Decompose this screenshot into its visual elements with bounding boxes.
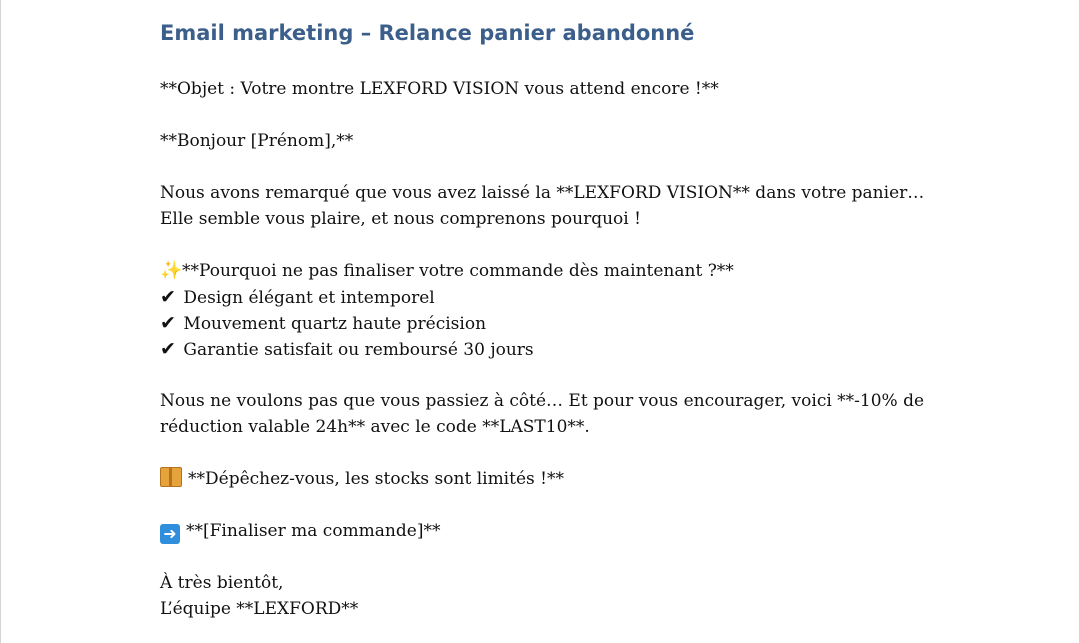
email-subject: **Objet : Votre montre LEXFORD VISION vous attend encore !** (160, 79, 719, 99)
package-icon (160, 467, 182, 487)
document-body (160, 18, 940, 622)
urgency-text: **Dépêchez-vous, les stocks sont limités !** (188, 469, 564, 489)
benefit-item (160, 310, 940, 336)
why-heading-line (160, 258, 940, 284)
email-offer: Nous ne voulons pas que vous passiez à côté… Et pour vous encourager, voici **-10% de réduction valable 24h** avec le code **LAST10**. (160, 391, 925, 437)
check-mark-icon: ✔ (160, 312, 176, 334)
benefit-item (160, 336, 940, 362)
closing-line: À très bientôt, (160, 573, 284, 593)
email-greeting: **Bonjour [Prénom],** (160, 131, 354, 151)
email-intro: Nous avons remarqué que vous avez laissé la **LEXFORD VISION** dans votre panier… Elle semble vous plaire, et nous comprenons pourquoi ! (160, 183, 925, 229)
cta-text: **[Finaliser ma commande]** (186, 521, 441, 541)
check-mark-icon: ✔ (160, 338, 176, 360)
signature-line: L’équipe **LEXFORD** (160, 599, 359, 619)
benefits-block (160, 258, 940, 362)
cta-line (160, 518, 940, 544)
right-arrow-icon: ➜ (160, 524, 180, 544)
sparkles-icon: ✨ (160, 260, 183, 281)
closing-block (160, 570, 940, 622)
benefit-label: Mouvement quartz haute précision (183, 314, 487, 334)
benefit-item (160, 284, 940, 310)
document-title: Email marketing – Relance panier abandonné (160, 21, 695, 45)
why-heading: **Pourquoi ne pas finaliser votre commande dès maintenant ?** (182, 261, 734, 281)
check-mark-icon: ✔ (160, 286, 176, 308)
benefit-label: Design élégant et intemporel (183, 288, 435, 308)
benefit-label: Garantie satisfait ou remboursé 30 jours (183, 340, 534, 360)
urgency-line (160, 466, 940, 492)
